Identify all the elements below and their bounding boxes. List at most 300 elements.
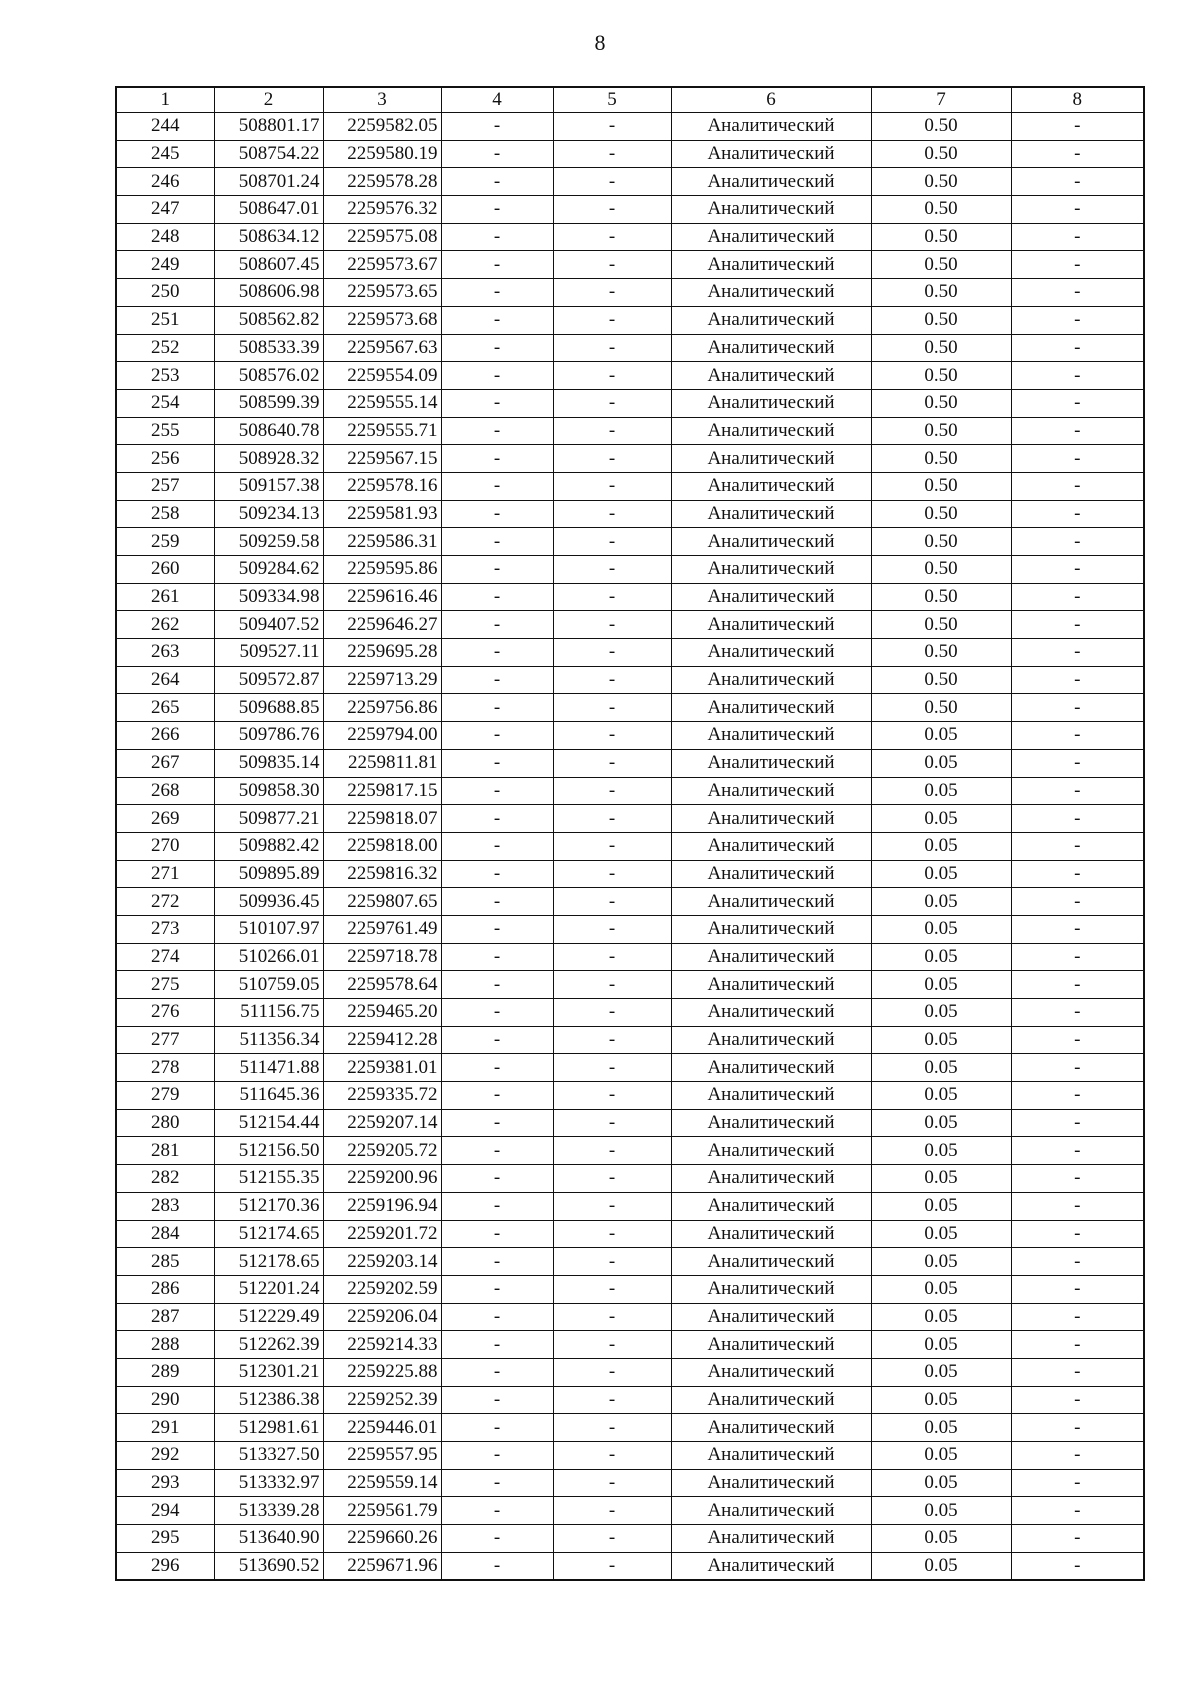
col4-cell: - [441,417,553,445]
col8-cell: - [1011,472,1144,500]
accuracy-cell: 0.05 [871,1497,1011,1525]
y-coordinate-cell: 2259811.81 [323,749,441,777]
col4-cell: - [441,500,553,528]
point-number-cell: 248 [116,223,214,251]
method-cell: Аналитический [671,1220,871,1248]
col8-cell: - [1011,251,1144,279]
point-number-cell: 247 [116,196,214,224]
y-coordinate-cell: 2259573.65 [323,279,441,307]
method-cell: Аналитический [671,583,871,611]
x-coordinate-cell: 508754.22 [214,140,323,168]
y-coordinate-cell: 2259817.15 [323,777,441,805]
method-cell: Аналитический [671,971,871,999]
col4-cell: - [441,583,553,611]
col8-cell: - [1011,1192,1144,1220]
method-cell: Аналитический [671,417,871,445]
col5-cell: - [553,1469,671,1497]
method-cell: Аналитический [671,1082,871,1110]
col5-cell: - [553,666,671,694]
col8-cell: - [1011,113,1144,141]
x-coordinate-cell: 508576.02 [214,362,323,390]
col5-cell: - [553,1054,671,1082]
y-coordinate-cell: 2259573.68 [323,306,441,334]
table-row [116,1469,1144,1497]
accuracy-cell: 0.50 [871,417,1011,445]
table-row [116,279,1144,307]
table-row [116,943,1144,971]
col4-cell: - [441,1331,553,1359]
col5-cell: - [553,223,671,251]
y-coordinate-cell: 2259196.94 [323,1192,441,1220]
y-coordinate-cell: 2259576.32 [323,196,441,224]
table-row [116,888,1144,916]
point-number-cell: 249 [116,251,214,279]
y-coordinate-cell: 2259582.05 [323,113,441,141]
method-cell: Аналитический [671,1414,871,1442]
col4-cell: - [441,611,553,639]
col5-cell: - [553,1331,671,1359]
x-coordinate-cell: 512178.65 [214,1248,323,1276]
point-number-cell: 281 [116,1137,214,1165]
col8-cell: - [1011,140,1144,168]
y-coordinate-cell: 2259695.28 [323,639,441,667]
table-row [116,1220,1144,1248]
col4-cell: - [441,694,553,722]
x-coordinate-cell: 512386.38 [214,1386,323,1414]
col5-cell: - [553,334,671,362]
y-coordinate-cell: 2259252.39 [323,1386,441,1414]
x-coordinate-cell: 512154.44 [214,1109,323,1137]
method-cell: Аналитический [671,1386,871,1414]
table-row [116,445,1144,473]
point-number-cell: 245 [116,140,214,168]
point-number-cell: 280 [116,1109,214,1137]
y-coordinate-cell: 2259555.14 [323,389,441,417]
point-number-cell: 259 [116,528,214,556]
point-number-cell: 287 [116,1303,214,1331]
col5-cell: - [553,279,671,307]
col5-cell: - [553,1414,671,1442]
point-number-cell: 283 [116,1192,214,1220]
col8-cell: - [1011,1109,1144,1137]
method-cell: Аналитический [671,1248,871,1276]
col5-cell: - [553,389,671,417]
x-coordinate-cell: 508599.39 [214,389,323,417]
col5-cell: - [553,1137,671,1165]
x-coordinate-cell: 509527.11 [214,639,323,667]
y-coordinate-cell: 2259225.88 [323,1358,441,1386]
x-coordinate-cell: 508634.12 [214,223,323,251]
y-coordinate-cell: 2259713.29 [323,666,441,694]
method-cell: Аналитический [671,251,871,279]
method-cell: Аналитический [671,1497,871,1525]
accuracy-cell: 0.05 [871,1165,1011,1193]
accuracy-cell: 0.05 [871,1192,1011,1220]
col4-cell: - [441,1386,553,1414]
table-row [116,722,1144,750]
y-coordinate-cell: 2259761.49 [323,915,441,943]
x-coordinate-cell: 509688.85 [214,694,323,722]
point-number-cell: 265 [116,694,214,722]
method-cell: Аналитический [671,611,871,639]
col4-cell: - [441,749,553,777]
x-coordinate-cell: 511156.75 [214,999,323,1027]
col4-cell: - [441,472,553,500]
y-coordinate-cell: 2259595.86 [323,556,441,584]
accuracy-cell: 0.05 [871,1275,1011,1303]
table-row [116,1165,1144,1193]
method-cell: Аналитический [671,1358,871,1386]
col5-cell: - [553,556,671,584]
col8-cell: - [1011,639,1144,667]
col5-cell: - [553,196,671,224]
col8-cell: - [1011,1358,1144,1386]
x-coordinate-cell: 513332.97 [214,1469,323,1497]
col8-cell: - [1011,1386,1144,1414]
point-number-cell: 258 [116,500,214,528]
accuracy-cell: 0.50 [871,694,1011,722]
accuracy-cell: 0.50 [871,611,1011,639]
table-row [116,1303,1144,1331]
col4-cell: - [441,1497,553,1525]
y-coordinate-cell: 2259586.31 [323,528,441,556]
x-coordinate-cell: 509572.87 [214,666,323,694]
col4-cell: - [441,888,553,916]
y-coordinate-cell: 2259646.27 [323,611,441,639]
x-coordinate-cell: 509284.62 [214,556,323,584]
col5-cell: - [553,832,671,860]
method-cell: Аналитический [671,140,871,168]
y-coordinate-cell: 2259794.00 [323,722,441,750]
point-number-cell: 295 [116,1525,214,1553]
col8-cell: - [1011,1137,1144,1165]
table-row [116,389,1144,417]
col4-cell: - [441,362,553,390]
col5-cell: - [553,1026,671,1054]
x-coordinate-cell: 511356.34 [214,1026,323,1054]
point-number-cell: 246 [116,168,214,196]
table-row [116,1386,1144,1414]
y-coordinate-cell: 2259557.95 [323,1442,441,1470]
table-row [116,1192,1144,1220]
table-row [116,583,1144,611]
col4-cell: - [441,860,553,888]
method-cell: Аналитический [671,334,871,362]
col4-cell: - [441,1082,553,1110]
x-coordinate-cell: 508928.32 [214,445,323,473]
accuracy-cell: 0.05 [871,1109,1011,1137]
accuracy-cell: 0.50 [871,168,1011,196]
col5-cell: - [553,1303,671,1331]
col4-cell: - [441,389,553,417]
method-cell: Аналитический [671,1469,871,1497]
col5-cell: - [553,306,671,334]
x-coordinate-cell: 508562.82 [214,306,323,334]
accuracy-cell: 0.05 [871,1220,1011,1248]
col4-cell: - [441,556,553,584]
coordinates-table [115,86,1145,1581]
y-coordinate-cell: 2259578.64 [323,971,441,999]
point-number-cell: 255 [116,417,214,445]
col5-cell: - [553,722,671,750]
method-cell: Аналитический [671,445,871,473]
col5-cell: - [553,915,671,943]
accuracy-cell: 0.05 [871,971,1011,999]
col4-cell: - [441,1358,553,1386]
table-row [116,306,1144,334]
x-coordinate-cell: 509882.42 [214,832,323,860]
table-row [116,417,1144,445]
point-number-cell: 292 [116,1442,214,1470]
col4-cell: - [441,722,553,750]
accuracy-cell: 0.50 [871,389,1011,417]
col8-cell: - [1011,1275,1144,1303]
method-cell: Аналитический [671,556,871,584]
col4-cell: - [441,1552,553,1580]
method-cell: Аналитический [671,1109,871,1137]
method-cell: Аналитический [671,832,871,860]
x-coordinate-cell: 512262.39 [214,1331,323,1359]
y-coordinate-cell: 2259202.59 [323,1275,441,1303]
col4-cell: - [441,140,553,168]
col5-cell: - [553,943,671,971]
col8-cell: - [1011,694,1144,722]
method-cell: Аналитический [671,389,871,417]
col8-cell: - [1011,943,1144,971]
accuracy-cell: 0.50 [871,500,1011,528]
method-cell: Аналитический [671,1026,871,1054]
method-cell: Аналитический [671,860,871,888]
point-number-cell: 279 [116,1082,214,1110]
accuracy-cell: 0.50 [871,472,1011,500]
x-coordinate-cell: 509786.76 [214,722,323,750]
col8-cell: - [1011,1082,1144,1110]
col8-cell: - [1011,1165,1144,1193]
col8-cell: - [1011,971,1144,999]
x-coordinate-cell: 510266.01 [214,943,323,971]
col8-cell: - [1011,1303,1144,1331]
point-number-cell: 276 [116,999,214,1027]
col8-cell: - [1011,777,1144,805]
col8-cell: - [1011,611,1144,639]
col4-cell: - [441,1054,553,1082]
y-coordinate-cell: 2259567.15 [323,445,441,473]
col4-cell: - [441,666,553,694]
y-coordinate-cell: 2259559.14 [323,1469,441,1497]
x-coordinate-cell: 508533.39 [214,334,323,362]
col4-cell: - [441,1442,553,1470]
x-coordinate-cell: 509259.58 [214,528,323,556]
x-coordinate-cell: 509334.98 [214,583,323,611]
x-coordinate-cell: 512229.49 [214,1303,323,1331]
method-cell: Аналитический [671,915,871,943]
x-coordinate-cell: 509157.38 [214,472,323,500]
y-coordinate-cell: 2259567.63 [323,334,441,362]
accuracy-cell: 0.05 [871,1248,1011,1276]
table-row [116,113,1144,141]
x-coordinate-cell: 513690.52 [214,1552,323,1580]
col8-cell: - [1011,1026,1144,1054]
y-coordinate-cell: 2259214.33 [323,1331,441,1359]
col5-cell: - [553,1192,671,1220]
x-coordinate-cell: 509407.52 [214,611,323,639]
col5-cell: - [553,528,671,556]
col8-cell: - [1011,1414,1144,1442]
x-coordinate-cell: 513339.28 [214,1497,323,1525]
col4-cell: - [441,1275,553,1303]
y-coordinate-cell: 2259446.01 [323,1414,441,1442]
col4-cell: - [441,1026,553,1054]
col8-cell: - [1011,999,1144,1027]
col8-cell: - [1011,1331,1144,1359]
col5-cell: - [553,1552,671,1580]
y-coordinate-cell: 2259818.00 [323,832,441,860]
x-coordinate-cell: 509895.89 [214,860,323,888]
col4-cell: - [441,113,553,141]
col8-cell: - [1011,306,1144,334]
col4-cell: - [441,528,553,556]
table-row [116,666,1144,694]
col5-cell: - [553,999,671,1027]
method-cell: Аналитический [671,279,871,307]
method-cell: Аналитический [671,113,871,141]
accuracy-cell: 0.50 [871,528,1011,556]
method-cell: Аналитический [671,722,871,750]
y-coordinate-cell: 2259818.07 [323,805,441,833]
table-row [116,777,1144,805]
col8-cell: - [1011,196,1144,224]
method-cell: Аналитический [671,528,871,556]
y-coordinate-cell: 2259465.20 [323,999,441,1027]
col8-cell: - [1011,915,1144,943]
col8-cell: - [1011,1220,1144,1248]
y-coordinate-cell: 2259561.79 [323,1497,441,1525]
accuracy-cell: 0.05 [871,1525,1011,1553]
accuracy-cell: 0.50 [871,639,1011,667]
table-row [116,334,1144,362]
col8-cell: - [1011,1054,1144,1082]
method-cell: Аналитический [671,999,871,1027]
col8-cell: - [1011,805,1144,833]
point-number-cell: 244 [116,113,214,141]
table-row [116,999,1144,1027]
col5-cell: - [553,251,671,279]
page-number: 8 [594,30,606,55]
table-row [116,1248,1144,1276]
x-coordinate-cell: 508606.98 [214,279,323,307]
table-row [116,611,1144,639]
col5-cell: - [553,694,671,722]
method-cell: Аналитический [671,1331,871,1359]
col8-cell: - [1011,223,1144,251]
accuracy-cell: 0.05 [871,1303,1011,1331]
point-number-cell: 254 [116,389,214,417]
point-number-cell: 256 [116,445,214,473]
col8-cell: - [1011,279,1144,307]
accuracy-cell: 0.50 [871,666,1011,694]
point-number-cell: 268 [116,777,214,805]
method-cell: Аналитический [671,500,871,528]
x-coordinate-cell: 513640.90 [214,1525,323,1553]
x-coordinate-cell: 509234.13 [214,500,323,528]
col4-cell: - [441,223,553,251]
y-coordinate-cell: 2259575.08 [323,223,441,251]
point-number-cell: 261 [116,583,214,611]
table-row [116,1358,1144,1386]
accuracy-cell: 0.05 [871,1552,1011,1580]
table-row [116,528,1144,556]
point-number-cell: 273 [116,915,214,943]
method-cell: Аналитический [671,1552,871,1580]
y-coordinate-cell: 2259581.93 [323,500,441,528]
col5-cell: - [553,362,671,390]
point-number-cell: 294 [116,1497,214,1525]
accuracy-cell: 0.05 [871,749,1011,777]
y-coordinate-cell: 2259756.86 [323,694,441,722]
accuracy-cell: 0.05 [871,1414,1011,1442]
point-number-cell: 275 [116,971,214,999]
col8-cell: - [1011,528,1144,556]
table-row [116,1414,1144,1442]
accuracy-cell: 0.50 [871,113,1011,141]
col4-cell: - [441,915,553,943]
x-coordinate-cell: 512981.61 [214,1414,323,1442]
y-coordinate-cell: 2259616.46 [323,583,441,611]
y-coordinate-cell: 2259206.04 [323,1303,441,1331]
accuracy-cell: 0.05 [871,1386,1011,1414]
point-number-cell: 286 [116,1275,214,1303]
col8-cell: - [1011,1442,1144,1470]
x-coordinate-cell: 508801.17 [214,113,323,141]
point-number-cell: 266 [116,722,214,750]
point-number-cell: 289 [116,1358,214,1386]
col4-cell: - [441,1109,553,1137]
col4-cell: - [441,1525,553,1553]
table-header-row [116,87,1144,113]
point-number-cell: 282 [116,1165,214,1193]
col8-cell: - [1011,445,1144,473]
accuracy-cell: 0.05 [871,722,1011,750]
table-row [116,1497,1144,1525]
x-coordinate-cell: 510759.05 [214,971,323,999]
method-cell: Аналитический [671,888,871,916]
col4-cell: - [441,1303,553,1331]
table-row [116,1552,1144,1580]
col5-cell: - [553,445,671,473]
table-row [116,1026,1144,1054]
method-cell: Аналитический [671,223,871,251]
table-row [116,140,1144,168]
y-coordinate-cell: 2259335.72 [323,1082,441,1110]
point-number-cell: 264 [116,666,214,694]
col5-cell: - [553,583,671,611]
y-coordinate-cell: 2259573.67 [323,251,441,279]
accuracy-cell: 0.05 [871,1026,1011,1054]
table-row [116,500,1144,528]
col5-cell: - [553,140,671,168]
col8-cell: - [1011,749,1144,777]
y-coordinate-cell: 2259578.28 [323,168,441,196]
y-coordinate-cell: 2259381.01 [323,1054,441,1082]
col8-cell: - [1011,888,1144,916]
column-header: 8 [1011,87,1144,113]
table-row [116,472,1144,500]
col4-cell: - [441,1414,553,1442]
col8-cell: - [1011,334,1144,362]
x-coordinate-cell: 509835.14 [214,749,323,777]
method-cell: Аналитический [671,362,871,390]
accuracy-cell: 0.50 [871,196,1011,224]
